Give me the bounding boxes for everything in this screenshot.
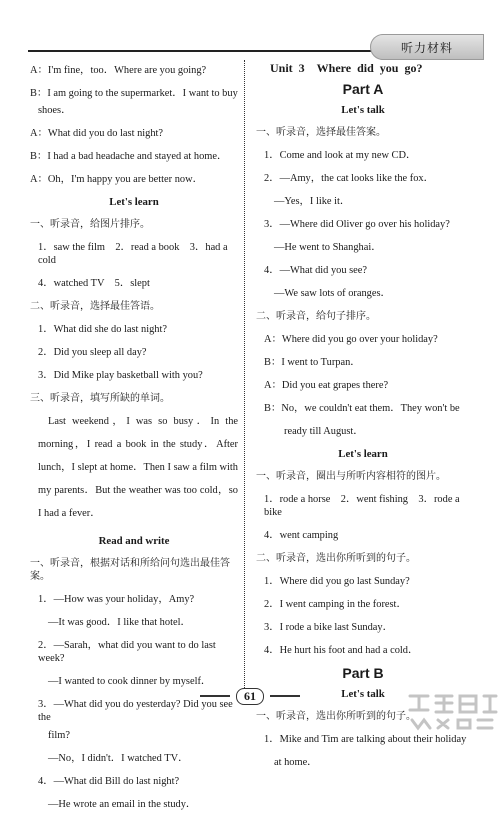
question-line: 3．Did Mike play basketball with you? [38, 370, 203, 381]
dialog-line: A：Oh，I'm happy you are better now． [30, 174, 203, 185]
dialog-line: —Yes，I like it． [274, 196, 351, 207]
section-heading: Let's talk [341, 688, 385, 700]
page-number [200, 686, 300, 706]
exercise-title: 一、听录音，根据对话和所给问句选出最佳答案。 [30, 558, 230, 582]
dialog-line: 2．—Amy，the cat looks like the fox． [264, 173, 434, 184]
dialog-line: A：I'm fine，too．Where are you going? [30, 65, 207, 76]
dialog-line: —It was good．I like that hotel． [48, 617, 191, 628]
exercise-title: 三、听录音，填写所缺的单词。 [30, 393, 170, 404]
dialog-line: —I wanted to cook dinner by myself． [48, 676, 212, 687]
page-number-text: 61 [236, 688, 264, 705]
dialog-line: —He went to Shanghai． [274, 242, 382, 253]
header-rule [28, 50, 378, 52]
exercise-title: 二、听录音，选出你所听到的句子。 [256, 553, 416, 564]
dialog-line: 1．—How was your holiday，Amy? [38, 594, 195, 605]
exercise-title: 一、听录音，选择最佳答案。 [256, 127, 386, 138]
dialog-line: A：What did you do last night? [30, 128, 164, 139]
sentence-line: 1．Mike and Tim are talking about their holiday at home． [264, 734, 467, 768]
dialog-line: film? [48, 730, 70, 741]
dialog-line: B：I had a bad headache and stayed at home． [30, 151, 228, 162]
dialog-line: 3．—Where did Oliver go over his holiday? [264, 219, 450, 230]
dialog-line: A：Where did you go over your holiday? [264, 334, 438, 345]
section-heading: Let's learn [338, 448, 388, 460]
dialog-line: B：No，we couldn't eat them．They won't be ready till August． [264, 403, 460, 437]
dialog-line: —No，I didn't．I watched TV． [48, 753, 189, 764]
exercise-title: 一、听录音，圈出与所听内容相符的图片。 [256, 471, 446, 482]
dialog-line: 4．—What did you see? [264, 265, 368, 276]
answer-line: 1．saw the film 2．read a book 3．had a cold [38, 242, 228, 266]
right-column [256, 62, 470, 784]
watermark-logo-icon [404, 688, 500, 732]
dialog-line: —We saw lots of oranges． [274, 288, 391, 299]
section-heading: Let's learn [109, 196, 159, 208]
question-line: 2．Did you sleep all day? [38, 347, 147, 358]
dialog-line: 4．—What did Bill do last night? [38, 776, 180, 787]
sentence-line: 4．He hurt his foot and had a cold． [264, 645, 419, 656]
answer-line: 4．went camping [264, 530, 339, 541]
dialog-line: —He wrote an email in the study． [48, 799, 197, 810]
dialog-line: B：I am going to the supermarket．I want to buy [30, 88, 238, 99]
dialog-line: 3．—What did you do yesterday? Did you see the [38, 699, 233, 723]
dialog-line: B：I went to Turpan． [264, 357, 361, 368]
dialog-line: A：Did you eat grapes there? [264, 380, 389, 391]
dialog-line: 1．Come and look at my new CD． [264, 150, 417, 161]
ornament-left [200, 695, 230, 697]
header-tag: 听力材料 [370, 34, 484, 60]
unit-title: Unit 3 Where did you go? [270, 61, 423, 75]
answer-line: 4．watched TV 5．slept [38, 278, 150, 289]
column-divider [244, 60, 245, 688]
part-heading: Part A [342, 81, 384, 97]
dialog-line: 2．—Sarah，what did you want to do last week? [38, 640, 216, 664]
section-heading: Let's talk [341, 104, 385, 116]
sentence-line: 3．I rode a bike last Sunday． [264, 622, 393, 633]
left-column [30, 64, 238, 821]
answer-line: 1．rode a horse 2．went fishing 3．rode a bike [264, 494, 460, 518]
section-heading: Read and write [98, 535, 170, 547]
sentence-line: 1．Where did you go last Sunday? [264, 576, 410, 587]
exercise-title: 一、听录音，选出你所听到的句子。 [256, 711, 416, 722]
question-line: 1．What did she do last night? [38, 324, 167, 335]
exercise-title: 二、听录音，选择最佳答语。 [30, 301, 160, 312]
part-heading: Part B [342, 665, 384, 681]
ornament-right [270, 695, 300, 697]
cloze-paragraph: Last weekend，I was so busy．In the morning，I read a book in the study．After lunch，I slept at home．Then I saw a film with my parents．But the weather was too cold，so I had a fever． [38, 416, 238, 519]
sentence-line: 2．I went camping in the forest． [264, 599, 407, 610]
exercise-title: 一、听录音，给图片排序。 [30, 219, 150, 230]
exercise-title: 二、听录音，给句子排序。 [256, 311, 376, 322]
dialog-line: shoes． [38, 105, 72, 116]
